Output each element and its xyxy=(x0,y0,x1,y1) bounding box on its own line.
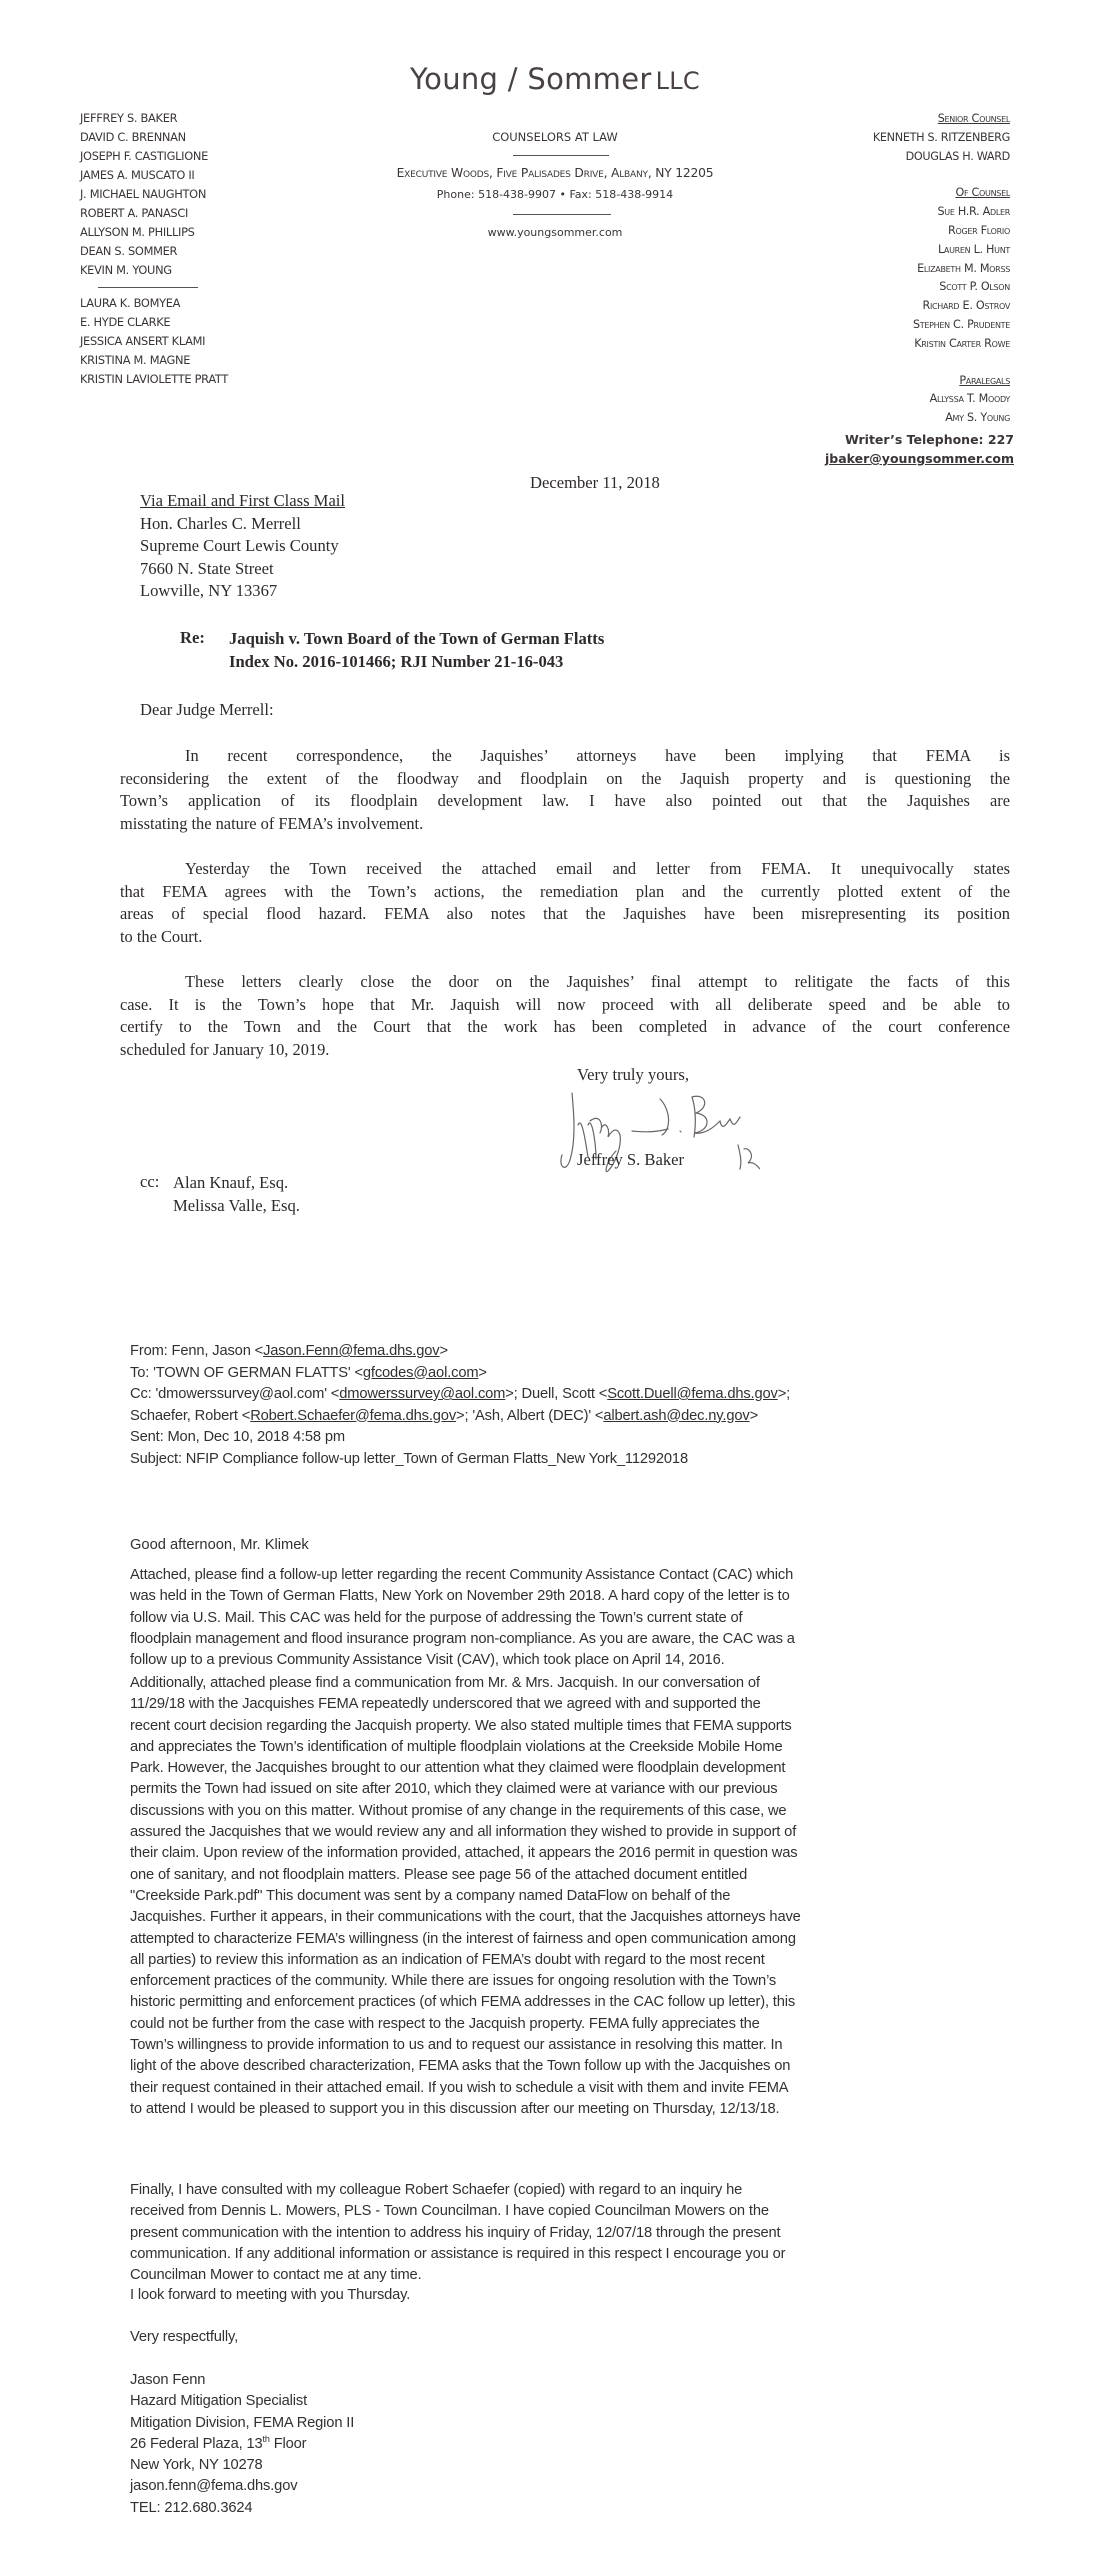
divider xyxy=(513,214,611,215)
text-line: to the Court. xyxy=(120,926,203,946)
of-counsel-name: Lauren L. Hunt xyxy=(938,242,1010,256)
sender-name: Jason Fenn xyxy=(130,2372,206,2388)
text-line: present communication with the intention to address his inquiry of Friday, 12/07/18 through the present xyxy=(130,2224,781,2241)
addressee-block xyxy=(140,490,345,603)
delivery-method: Via Email and First Class Mail xyxy=(140,491,346,510)
sender-city: New York, NY 10278 xyxy=(130,2457,263,2474)
text-line: their claim. Upon review of the information provided, attached, it appears the 2016 permit in question was xyxy=(130,1845,798,1862)
signature-stroke xyxy=(561,1093,574,1167)
email-link[interactable]: Scott.Duell@fema.dhs.gov xyxy=(607,1386,778,1402)
text-line: areas of special flood hazard. FEMA also notes that the Jaquishes have been misrepresenting its position xyxy=(120,904,1010,924)
text-line: light of the above described characterization, FEMA asks that the Town follow up with the Jacquishes on xyxy=(130,2058,791,2075)
cc-recipient: Melissa Valle, Esq. xyxy=(173,1195,300,1215)
of-counsel-name: Roger Florio xyxy=(948,223,1010,237)
text-line: permits the Town had issued on site after 2010, which they claimed were at variance with our previous xyxy=(130,1781,778,1798)
attorney-name: DAVID C. BRENNAN xyxy=(80,130,186,144)
email-to: To: 'TOWN OF GERMAN FLATTS' <gfcodes@aol.com> xyxy=(130,1364,487,1381)
sender-division: Mitigation Division, FEMA Region II xyxy=(130,2414,355,2431)
text-line: In recent correspondence, the Jaquishes’ attorneys have been implying that FEMA is xyxy=(185,746,1010,765)
attorney-name: LAURA K. BOMYEA xyxy=(80,296,181,310)
text-line: "Creekside Park.pdf" This document was sent by a company named DataFlow on behalf of the xyxy=(130,1887,731,1904)
email-link[interactable]: albert.ash@dec.ny.gov xyxy=(603,1407,750,1424)
text-line: Yesterday the Town received the attached email and letter from FEMA. It unequivocally states xyxy=(185,859,1010,878)
re-lines xyxy=(229,628,604,673)
firm-name xyxy=(0,62,1110,96)
handwritten-signature xyxy=(530,1085,760,1185)
email-paragraph xyxy=(130,1673,801,2120)
signature-stroke xyxy=(680,1131,681,1132)
senior-counsel-name: KENNETH S. RITZENBERG xyxy=(872,130,1010,144)
case-caption: Jaquish v. Town Board of the Town of German Flatts xyxy=(229,629,605,648)
text-line: 11/29/18 with the Jacquishes FEMA repeatedly underscored that we agreed with and supported the xyxy=(130,1696,761,1713)
addressee-line: Lowville, NY 13367 xyxy=(140,581,278,601)
text-line: scheduled for January 10, 2019. xyxy=(120,1039,330,1059)
attorney-name: JAMES A. MUSCATO II xyxy=(80,168,195,182)
sender-phone: TEL: 212.680.3624 xyxy=(130,2499,253,2516)
of-counsel-name: Scott P. Olson xyxy=(939,280,1010,294)
of-counsel-heading: Of Counsel xyxy=(955,186,1010,200)
firm-website[interactable]: www.youngsommer.com xyxy=(487,226,623,239)
writer-telephone: Writer’s Telephone: 227 xyxy=(844,432,1014,447)
email-paragraph xyxy=(130,2180,785,2286)
text-line: that FEMA agrees with the Town’s actions, the remediation plan and the currently plotted extent of the xyxy=(120,881,1010,901)
text-line: was held in the Town of German Flatts, New York on November 29th 2018. A hard copy of the letter is to xyxy=(130,1588,790,1605)
text-line: received from Dennis L. Mowers, PLS - Town Councilman. I have copied Councilman Mowers on the xyxy=(130,2203,769,2220)
case-index: Index No. 2016-101466; RJI Number 21-16-043 xyxy=(229,651,564,671)
paralegal-name: Allyssa T. Moody xyxy=(929,392,1010,406)
senior-counsel-name: DOUGLAS H. WARD xyxy=(905,149,1010,163)
firm-phone-fax: Phone: 518-438-9907 • Fax: 518-438-9914 xyxy=(436,188,674,201)
text-line: attempted to characterize FEMA’s willingness (in the interest of fairness and open communication among xyxy=(130,1930,796,1947)
attorney-name: E. HYDE CLARKE xyxy=(80,315,171,329)
text-line: enforcement practices of the community. While there are issues for ongoing resolution with the Town’s xyxy=(130,1973,777,1990)
text-line: Jacquishes. Further it appears, in their communications with the court, that the Jacquishes attorneys have xyxy=(130,1909,801,1926)
senior-counsel-heading: Senior Counsel xyxy=(937,112,1010,125)
attorney-name: ALLYSON M. PHILLIPS xyxy=(80,225,195,239)
text-line: follow up to a previous Community Assistance Visit (CAV), which took place on April 14, 2016. xyxy=(130,1652,725,1669)
writer-email-link[interactable]: jbaker@youngsommer.com xyxy=(825,451,1014,466)
attorney-name: KRISTINA M. MAGNE xyxy=(80,353,191,367)
letter-paragraph xyxy=(120,745,1010,835)
text-line: their request contained in their attached email. If you wish to schedule a visit with them and invite FEMA xyxy=(130,2079,789,2096)
text-line: Park. However, the Jacquishes brought to our attention what they claimed were floodplain development xyxy=(130,1760,786,1777)
email-signature-block xyxy=(130,2370,354,2519)
text-line: Town’s application of its floodplain development law. I have also pointed out that the Jaquishes are xyxy=(120,791,1010,811)
text-line: historic permitting and enforcement practices (of which FEMA addresses in the CAC follow up letter), this xyxy=(130,1994,796,2011)
of-counsel-name: Richard E. Ostrov xyxy=(922,299,1010,313)
email-sign-off: Very respectfully, xyxy=(130,2329,239,2345)
text-line: floodplain management and flood insurance program non-compliance. As you are aware, the CAC was a xyxy=(130,1630,795,1647)
attorney-name: KRISTIN LAVIOLETTE PRATT xyxy=(80,372,229,386)
text-line: Finally, I have consulted with my colleague Robert Schaefer (copied) with regard to an inquiry he xyxy=(130,2182,743,2198)
attorney-name: ROBERT A. PANASCI xyxy=(80,206,189,220)
email-paragraph xyxy=(130,1565,795,1671)
email-link[interactable]: gfcodes@aol.com xyxy=(362,1364,479,1381)
text-line: certify to the Town and the Court that the work has been completed in advance of the court conference xyxy=(120,1017,1010,1037)
paralegals-heading: Paralegals xyxy=(959,373,1010,387)
text-line: and appreciates the Town’s identification of multiple floodplain violations at the Creekside Mobile Home xyxy=(130,1738,783,1755)
email-subject: Subject: NFIP Compliance follow-up letter_Town of German Flatts_New York_11292018 xyxy=(130,1450,688,1467)
text-line: case. It is the Town’s hope that Mr. Jaquish will now proceed with all deliberate speed and be able to xyxy=(120,994,1010,1014)
text-line: could not be further from the case with respect to the Jacquish property. FEMA fully appreciates the xyxy=(130,2015,760,2032)
addressee-line: 7660 N. State Street xyxy=(140,558,274,578)
of-counsel-name: Sue H.R. Adler xyxy=(937,205,1010,219)
text-line: reconsidering the extent of the floodway and floodplain on the Jaquish property and is questioning the xyxy=(120,768,1010,788)
attorney-name: JESSICA ANSERT KLAMI xyxy=(80,334,206,348)
email-cc-continued: Schaefer, Robert <Robert.Schaefer@fema.dhs.gov>; 'Ash, Albert (DEC)' <albert.ash@dec.ny.gov> xyxy=(130,1407,758,1424)
email-greeting: Good afternoon, Mr. Klimek xyxy=(130,1537,309,1553)
salutation: Dear Judge Merrell: xyxy=(140,700,274,719)
text-line: to attend I would be pleased to support you in this discussion after our meeting on Thursday, 12/13/18. xyxy=(130,2100,780,2117)
counsel-list xyxy=(873,110,1010,428)
divider xyxy=(513,155,609,156)
text-line: recent court decision regarding the Jacquish property. We also stated multiple times that FEMA supports xyxy=(130,1717,792,1734)
attorney-name: JEFFREY S. BAKER xyxy=(80,111,178,125)
attorney-name: JOSEPH F. CASTIGLIONE xyxy=(80,149,208,163)
letter-date: December 11, 2018 xyxy=(530,473,660,492)
text-line: Councilman Mower to contact me at any time. xyxy=(130,2267,422,2284)
email-link[interactable]: Jason.Fenn@fema.dhs.gov xyxy=(263,1343,440,1359)
text-line: Additionally, attached please find a communication from Mr. & Mrs. Jacquish. In our conversation of xyxy=(130,1675,760,1691)
firm-suffix: LLC xyxy=(655,67,700,95)
firm-tagline: COUNSELORS AT LAW xyxy=(492,130,618,144)
text-line: discussions with you on this matter. Without promise of any change in the requirements of this case, we xyxy=(130,1802,787,1819)
firm-name-text: Young / Sommer xyxy=(409,62,652,96)
email-look-forward: I look forward to meeting with you Thursday. xyxy=(130,2287,411,2303)
sender-title: Hazard Mitigation Specialist xyxy=(130,2393,308,2410)
signature-stroke xyxy=(632,1099,669,1135)
of-counsel-name: Kristin Carter Rowe xyxy=(914,336,1010,350)
text-line: misstating the nature of FEMA’s involvement. xyxy=(120,813,424,833)
cc-label: cc: xyxy=(140,1172,160,1191)
text-line: These letters clearly close the door on the Jaquishes’ final attempt to relitigate the facts of this xyxy=(185,972,1010,991)
text-line: all parties) to review this information as an indication of FEMA’s doubt with regard to the most recent xyxy=(130,1951,765,1968)
addressee-line: Hon. Charles C. Merrell xyxy=(140,513,301,533)
text-line: assured the Jacquishes that we would review any and all information they wished to provide in support of xyxy=(130,1824,797,1841)
paralegal-name: Amy S. Young xyxy=(945,411,1010,425)
text-line: one of sanitary, and not floodplain matters. Please see page 56 of the attached document entitled xyxy=(130,1866,748,1883)
email-link[interactable]: Robert.Schaefer@fema.dhs.gov xyxy=(250,1407,457,1424)
partners-list xyxy=(80,109,228,389)
divider xyxy=(98,287,198,288)
firm-address: Executive Woods, Five Palisades Drive, Albany, NY 12205 xyxy=(396,166,714,180)
email-from: From: Fenn, Jason <Jason.Fenn@fema.dhs.gov> xyxy=(130,1343,448,1359)
signer-name: Jeffrey S. Baker xyxy=(577,1150,685,1169)
sender-email-link[interactable]: jason.fenn@fema.dhs.gov xyxy=(130,2478,298,2495)
attorney-name: J. MICHAEL NAUGHTON xyxy=(80,187,207,201)
letter-paragraph xyxy=(120,971,1010,1061)
cc-list xyxy=(173,1172,300,1217)
re-label: Re: xyxy=(180,628,205,647)
attorney-name: KEVIN M. YOUNG xyxy=(80,263,172,277)
email-headers xyxy=(130,1341,790,1470)
sender-address: 26 Federal Plaza, 13th Floor xyxy=(130,2434,307,2452)
text-line: follow via U.S. Mail. This CAC was held for the purpose of addressing the Town’s current state of xyxy=(130,1609,743,1626)
text-line: Town’s willingness to provide information to us and to request our assistance in resolving this matter. In xyxy=(130,2037,783,2054)
email-cc: Cc: 'dmowerssurvey@aol.com' <dmowerssurvey@aol.com>; Duell, Scott <Scott.Duell@fema.dhs.gov>; xyxy=(130,1386,791,1402)
email-link[interactable]: dmowerssurvey@aol.com xyxy=(339,1386,506,1402)
of-counsel-name: Elizabeth M. Morss xyxy=(917,261,1010,275)
text-line: Attached, please find a follow-up letter regarding the recent Community Assistance Contact (CAC) which xyxy=(130,1567,794,1583)
text-line: communication. If any additional information or assistance is required in this respect I encourage you or xyxy=(130,2245,786,2262)
signature-stroke xyxy=(738,1145,760,1169)
of-counsel-name: Stephen C. Prudente xyxy=(912,317,1010,331)
attorney-name: DEAN S. SOMMER xyxy=(80,244,178,258)
cc-recipient: Alan Knauf, Esq. xyxy=(173,1173,289,1192)
email-sent: Sent: Mon, Dec 10, 2018 4:58 pm xyxy=(130,1429,345,1445)
letter-paragraph xyxy=(120,858,1010,948)
signature-stroke xyxy=(692,1096,740,1137)
addressee-line: Supreme Court Lewis County xyxy=(140,536,339,556)
closing: Very truly yours, xyxy=(577,1065,689,1084)
